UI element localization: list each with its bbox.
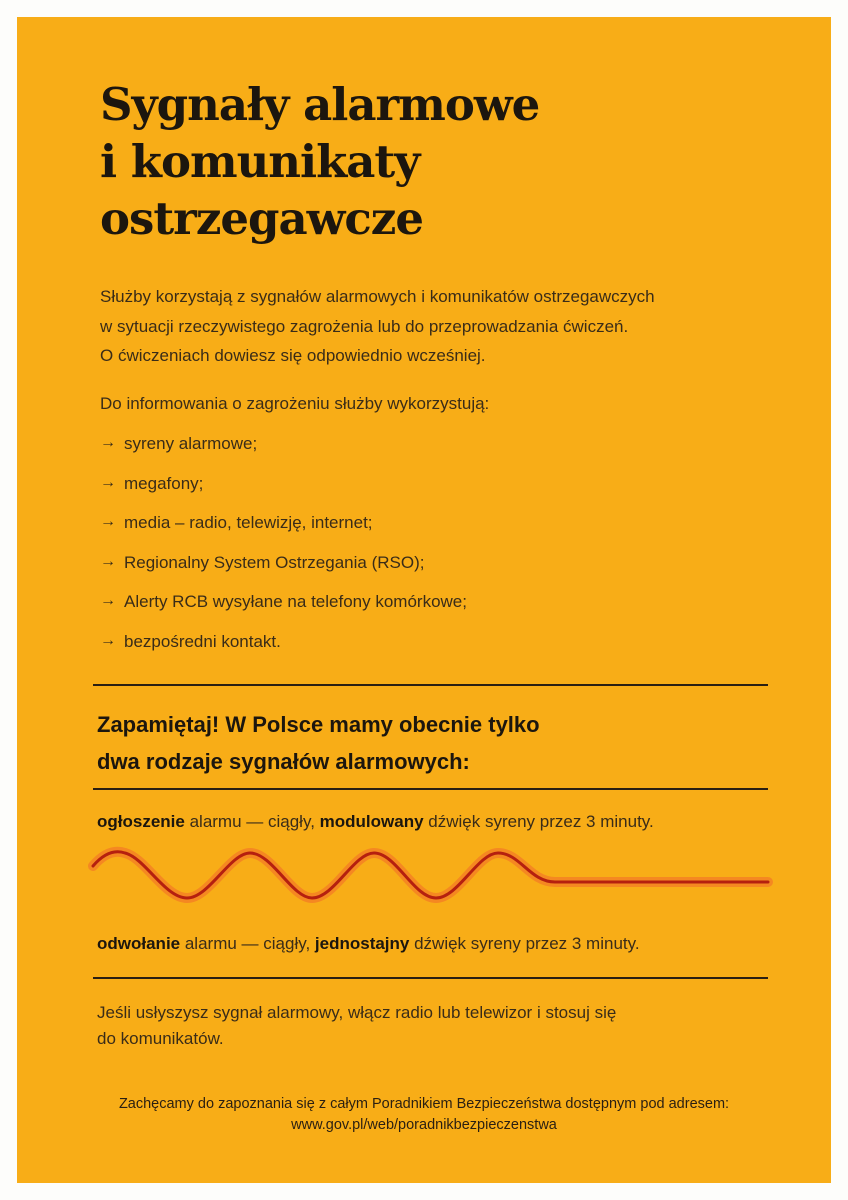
heading-line: Zapamiętaj! W Polsce mamy obecnie tylko xyxy=(97,712,540,737)
divider xyxy=(93,977,768,979)
intro-line: Służby korzystają z sygnałów alarmowych i komunikatów ostrzegawczych xyxy=(100,287,655,306)
advice-paragraph xyxy=(97,1000,616,1052)
title-line: Sygnały alarmowe xyxy=(100,78,540,131)
intro-line: O ćwiczeniach dowiesz się odpowiednio wcześniej. xyxy=(100,346,486,365)
channels-lead: Do informowania o zagrożeniu służby wykorzystują: xyxy=(100,394,490,413)
footer-note xyxy=(0,1094,848,1136)
advice-line: do komunikatów. xyxy=(97,1029,224,1048)
term: modulowany xyxy=(319,812,424,831)
list-item-text: Regionalny System Ostrzegania (RSO); xyxy=(124,552,425,572)
list-item-text: bezpośredni kontakt. xyxy=(124,631,281,651)
text: dźwięk syreny przez 3 minuty. xyxy=(423,812,654,831)
list-item-text: megafony; xyxy=(124,473,204,493)
term: odwołanie xyxy=(97,934,181,953)
term: ogłoszenie xyxy=(97,812,185,831)
list-item-text: Alerty RCB wysyłane na telefony komórkowe; xyxy=(124,592,467,611)
footer-text: Zachęcamy do zapoznania się z całym Poradnikiem Bezpieczeństwa dostępnym pod adresem: xyxy=(118,1096,730,1112)
list-item-text: syreny alarmowe; xyxy=(124,434,258,453)
list-item-text: media – radio, telewizję, internet; xyxy=(124,513,373,532)
advice-line: Jeśli usłyszysz sygnał alarmowy, włącz radio lub telewizor i stosuj się xyxy=(97,1003,617,1022)
term: jednostajny xyxy=(314,934,410,953)
text: dźwięk syreny przez 3 minuty. xyxy=(409,934,640,953)
intro-line: w sytuacji rzeczywistego zagrożenia lub do przeprowadzania ćwiczeń. xyxy=(100,316,629,336)
title-line: ostrzegawcze xyxy=(100,192,423,245)
text: alarmu — ciągły, xyxy=(184,812,320,831)
footer-url: www.gov.pl/web/poradnikbezpieczenstwa xyxy=(291,1117,557,1133)
cancel-signal-description xyxy=(97,934,640,954)
heading-line: dwa rodzaje sygnałów alarmowych: xyxy=(97,749,470,774)
title-line: i komunikaty xyxy=(100,135,420,188)
text: alarmu — ciągły, xyxy=(180,934,315,953)
